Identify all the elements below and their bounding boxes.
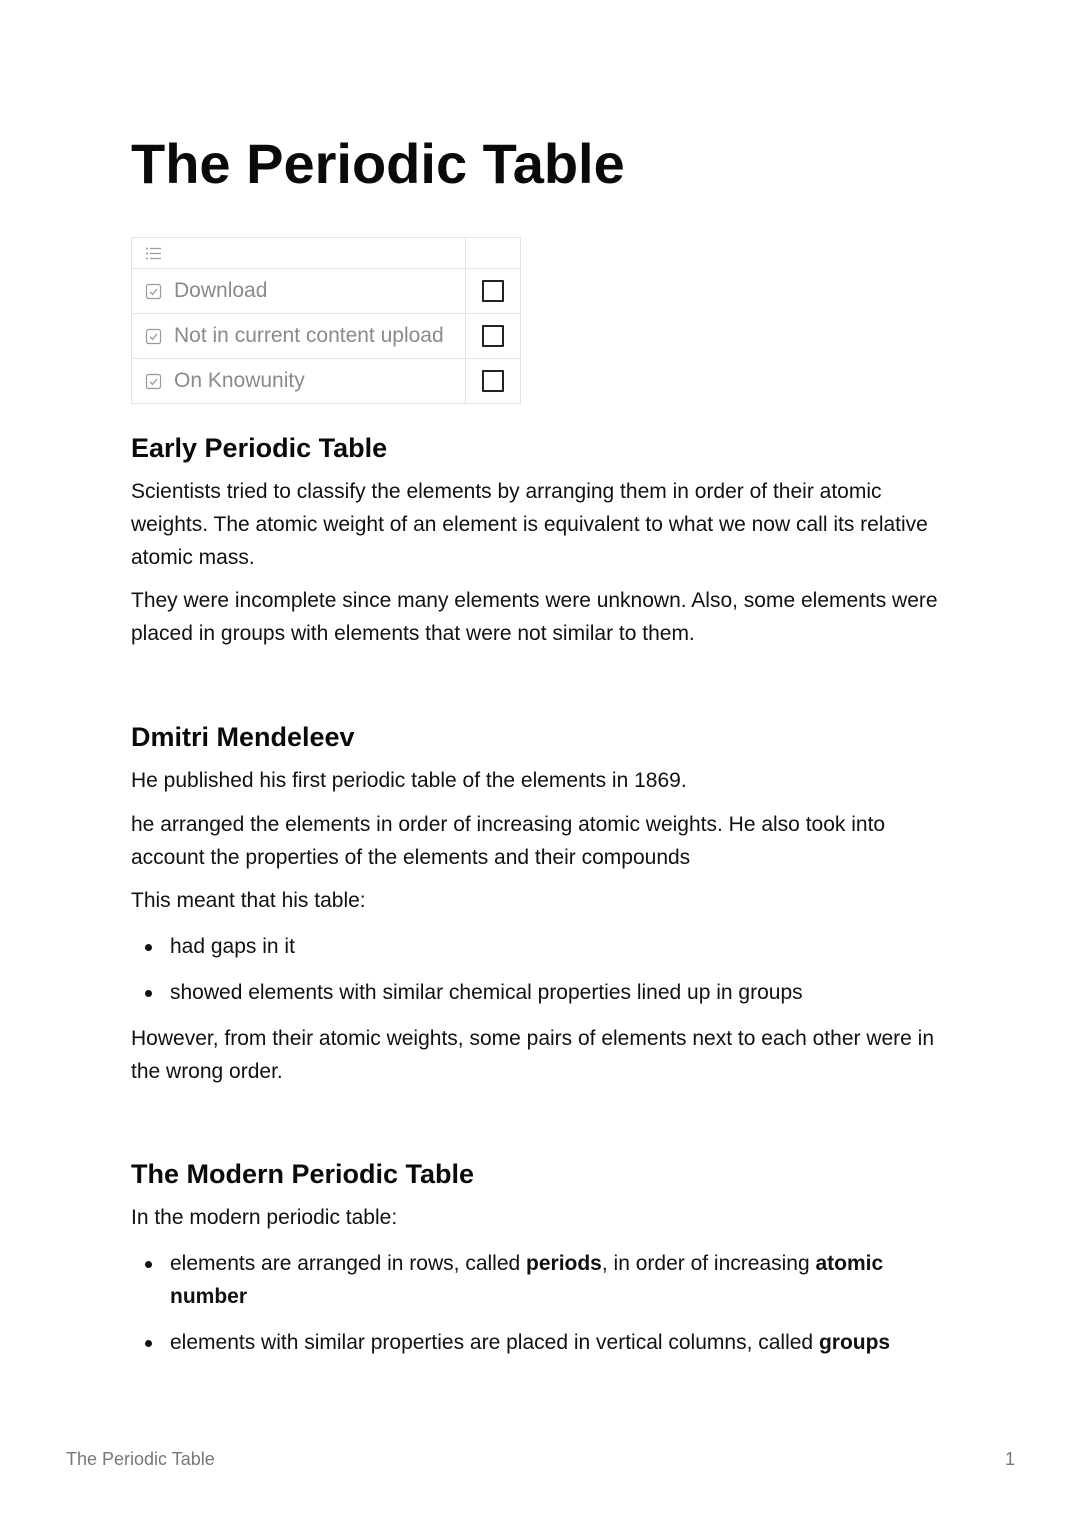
section-heading: Dmitri Mendeleev	[131, 722, 355, 752]
paragraph: However, from their atomic weights, some pairs of elements next to each other were in the wrong order.	[131, 1027, 935, 1083]
list-item: had gaps in it	[131, 930, 951, 963]
property-value-cell[interactable]	[466, 269, 521, 314]
bold-term: atomic number	[170, 1252, 884, 1308]
list-icon	[145, 245, 162, 262]
property-row-not-in-upload	[132, 314, 521, 359]
bullet-list	[131, 930, 951, 1009]
properties-table	[131, 237, 521, 404]
paragraph: He published his first periodic table of the elements in 1869.	[131, 769, 687, 792]
list-item: elements with similar properties are placed in vertical columns, called groups	[131, 1326, 951, 1359]
properties-header-row	[132, 238, 521, 269]
page-number: 1	[1004, 1449, 1015, 1469]
section-modern-periodic-table	[131, 1158, 951, 1359]
property-label: On Knowunity	[174, 369, 305, 392]
section-dmitri-mendeleev	[131, 721, 951, 1088]
property-label: Download	[174, 279, 268, 302]
paragraph: Scientists tried to classify the elements by arranging them in order of their atomic weights. The atomic weight of an element is equivalent to what we now call its relative atomic mass.	[131, 480, 928, 569]
on-knowunity-checkbox[interactable]	[482, 370, 504, 392]
section-heading: Early Periodic Table	[131, 433, 388, 463]
paragraph: In the modern periodic table:	[131, 1206, 398, 1229]
page-title: The Periodic Table	[131, 132, 625, 195]
property-row-on-knowunity	[132, 359, 521, 404]
paragraph: They were incomplete since many elements were unknown. Also, some elements were placed in groups with elements that were not similar to them.	[131, 589, 938, 645]
paragraph: This meant that his table:	[131, 889, 366, 912]
not-in-upload-checkbox[interactable]	[482, 325, 504, 347]
section-early-periodic-table	[131, 432, 951, 650]
checkbox-property-icon	[145, 328, 162, 345]
list-item: showed elements with similar chemical properties lined up in groups	[131, 976, 951, 1009]
property-value-cell[interactable]	[466, 314, 521, 359]
bullet-list	[131, 1247, 951, 1359]
section-heading: The Modern Periodic Table	[131, 1159, 475, 1189]
checkbox-property-icon	[145, 283, 162, 300]
download-checkbox[interactable]	[482, 280, 504, 302]
property-value-cell[interactable]	[466, 359, 521, 404]
paragraph: he arranged the elements in order of increasing atomic weights. He also took into account the properties of the elements and their compounds	[131, 813, 886, 869]
list-item: elements are arranged in rows, called periods, in order of increasing atomic number	[131, 1247, 951, 1313]
footer-title: The Periodic Table	[66, 1449, 215, 1469]
bold-term: groups	[818, 1331, 891, 1354]
bold-term: periods	[526, 1252, 602, 1275]
property-row-download	[132, 269, 521, 314]
checkbox-property-icon	[145, 373, 162, 390]
property-label: Not in current content upload	[174, 324, 444, 347]
